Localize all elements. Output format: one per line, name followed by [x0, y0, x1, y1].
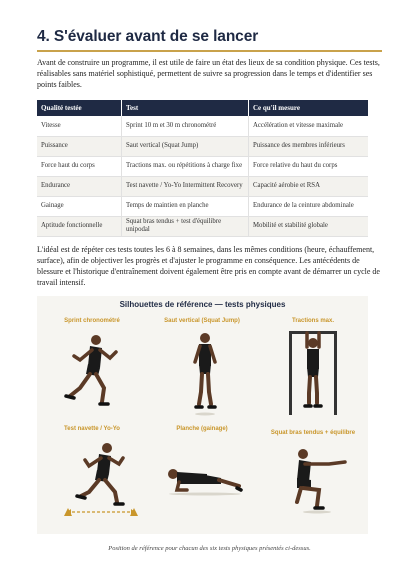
- table-cell: Capacité aérobie et RSA: [249, 176, 369, 196]
- figure-caption: Position de référence pour chacun des six tests physiques présentés ci-dessus.: [108, 545, 311, 552]
- header-test: Test: [122, 100, 249, 116]
- panel-label-shuttle: Test navette / Yo-Yo: [64, 426, 120, 432]
- table-cell: Aptitude fonctionnelle: [37, 216, 122, 236]
- table-cell: Endurance de la ceinture abdominale: [249, 196, 369, 216]
- jumper-figure-icon: [185, 330, 225, 416]
- table-cell: Force haut du corps: [37, 156, 122, 176]
- table-cell: Tractions max. ou répétitions à charge fixe: [122, 156, 249, 176]
- panel-label-plank: Planche (gainage): [176, 426, 228, 432]
- table-cell: Temps de maintien en planche: [122, 196, 249, 216]
- table-cell: Vitesse: [37, 116, 122, 136]
- table-cell: Puissance des membres inférieurs: [249, 136, 369, 156]
- plank-figure-icon: [161, 458, 245, 498]
- sprinter-figure-icon: [62, 330, 122, 410]
- panel-label-sprint: Sprint chronométré: [64, 318, 120, 324]
- table-cell: Mobilité et stabilité globale: [249, 216, 369, 236]
- panel-label-jump: Saut vertical (Squat Jump): [164, 318, 240, 324]
- table-row: [37, 136, 368, 156]
- intro-paragraph: Avant de construire un programme, il est utile de faire un état des lieux de sa condition physique. Ces tests, réalisables sans matériel sophistiqué, permettent de suivre sa progression dans le temps et d'identifier ses points faibles.: [37, 58, 380, 89]
- shuttle-run-figure-icon: [61, 438, 141, 520]
- table-cell: Endurance: [37, 176, 122, 196]
- pull-up-figure-icon: [285, 329, 341, 417]
- table-row: [37, 216, 368, 236]
- table-cell: Force relative du haut du corps: [249, 156, 369, 176]
- panel-label-pullup: Tractions max.: [291, 318, 335, 324]
- table-cell: Gainage: [37, 196, 122, 216]
- section-heading: 4. S'évaluer avant de se lancer: [37, 28, 259, 45]
- table-row: [37, 176, 368, 196]
- table-cell: Squat bras tendus + test d'équilibre unipodal: [122, 216, 249, 236]
- header-quality: Qualité testée: [37, 100, 122, 116]
- squat-figure-icon: [289, 442, 353, 516]
- table-row: [37, 196, 368, 216]
- table-cell: Sprint 10 m et 30 m chronométré: [122, 116, 249, 136]
- figure-title: Silhouettes de référence — tests physiques: [119, 300, 286, 309]
- silhouettes-figure: [37, 296, 368, 534]
- panel-label-squat: Squat bras tendus + équilibre: [270, 430, 356, 436]
- follow-up-paragraph: L'idéal est de répéter ces tests toutes les 6 à 8 semaines, dans les mêmes conditions (heure, échauffement, surface), afin de objectiver les progrès et d'ajuster le programme en conséquence. Les antécédents de blessure et l'historique d'entraînement doivent également être pris en compte avant de démarrer un cycle de travail intensif.: [37, 245, 380, 287]
- table-row: [37, 156, 368, 176]
- table-cell: Accélération et vitesse maximale: [249, 116, 369, 136]
- tests-table: [37, 100, 368, 237]
- table-cell: Saut vertical (Squat Jump): [122, 136, 249, 156]
- heading-rule: [37, 50, 382, 52]
- table-cell: Puissance: [37, 136, 122, 156]
- table-cell: Test navette / Yo-Yo Intermittent Recovery: [122, 176, 249, 196]
- header-measure: Ce qu'il mesure: [249, 100, 369, 116]
- table-row: [37, 116, 368, 136]
